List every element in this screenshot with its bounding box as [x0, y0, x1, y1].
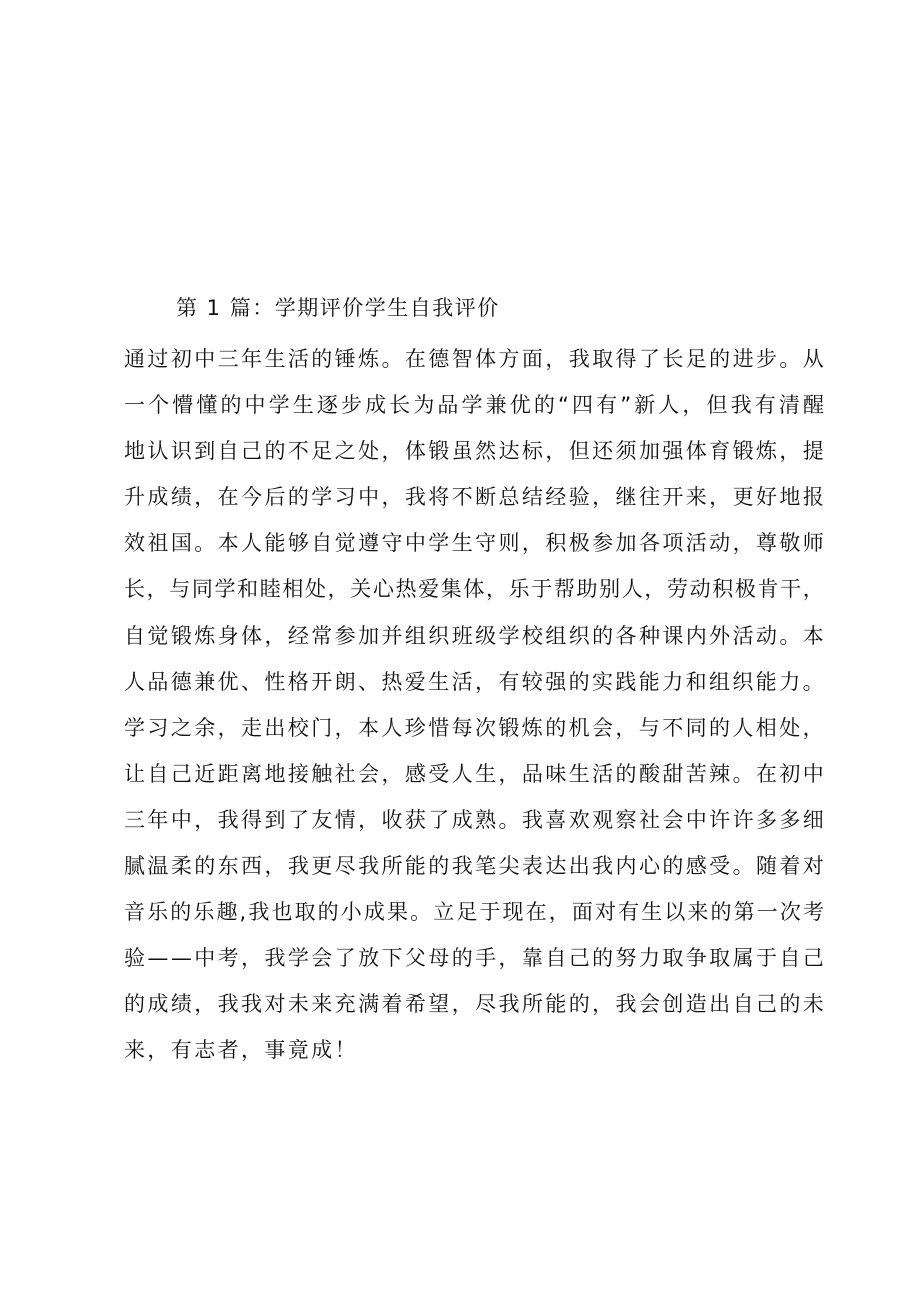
paragraph-line: 的 成 绩 ， 我 我 对 未 来 充 满 着 希 望 ， 尽 我 所 能 的 ， 我 会 创 造 出 自 己 的 未: [124, 992, 824, 1017]
paragraph-line: 音 乐 的 乐 趣 , 我 也 取 的 小 成 果 。 立 足 于 现 在 ， 面 对 有 生 以 来 的 第 一 次 考: [124, 900, 824, 925]
paragraph-line: 验 — — 中 考 ， 我 学 会 了 放 下 父 母 的 手 ， 靠 自 己 的 努 力 取 争 取 属 于 自 己: [124, 946, 824, 971]
paragraph-line: 自 觉 锻 炼 身 体 ， 经 常 参 加 并 组 织 班 级 学 校 组 织 的 各 种 课 内 外 活 动 。 本: [124, 623, 824, 648]
paragraph-line: 升 成 绩 ， 在 今 后 的 学 习 中 ， 我 将 不 断 总 结 经 验 ， 继 往 开 来 ， 更 好 地 报: [124, 485, 824, 510]
document-body: [124, 336, 844, 1074]
paragraph-line: 学习之余，走出校门，本人珍惜每次锻炼的机会，与不同的人相处，: [124, 715, 826, 740]
paragraph-line: 通 过 初 中 三 年 生 活 的 锤 炼 。 在 德 智 体 方 面 ， 我 取 得 了 长 足 的 进 步 。 从: [124, 347, 824, 371]
paragraph-line: 人品德兼优、性格开朗、热爱生活，有较强的实践能力和组织能力。: [124, 669, 826, 694]
paragraph-line: 地 认 识 到 自 己 的 不 足 之 处 ， 体 锻 虽 然 达 标 ， 但 还 须 加 强 体 育 锻 炼 ， 提: [124, 439, 824, 464]
paragraph-line: 一 个 懵 懂 的 中 学 生 逐 步 成 长 为 品 学 兼 优 的 “ 四 有 ” 新 人 ， 但 我 有 清 醒: [124, 393, 824, 418]
paragraph-line: 效 祖 国 。 本 人 能 够 自 觉 遵 守 中 学 生 守 则 ， 积 极 参 加 各 项 活 动 ， 尊 敬 师: [124, 531, 824, 556]
paragraph-line: 腻 温 柔 的 东 西 ， 我 更 尽 我 所 能 的 我 笔 尖 表 达 出 我 内 心 的 感 受 。 随 着 对: [124, 854, 824, 879]
document-title: 第 1 篇：学期评价学生自我评价: [176, 296, 500, 320]
paragraph-line: 三 年 中 ， 我 得 到 了 友 情 ， 收 获 了 成 熟 。 我 喜 欢 观 察 社 会 中 许 许 多 多 细: [124, 807, 824, 832]
paragraph-line: 来，有志者，事竟成！: [124, 1038, 358, 1063]
paragraph-line: 让 自 己 近 距 离 地 接 触 社 会 ， 感 受 人 生 ， 品 味 生 活 的 酸 甜 苦 辣 。 在 初 中: [124, 761, 824, 786]
paragraph-line: 长 ， 与 同 学 和 睦 相 处 ， 关 心 热 爱 集 体 ， 乐 于 帮 助 别 人 ， 劳 动 积 极 肯 干 ，: [124, 577, 824, 602]
